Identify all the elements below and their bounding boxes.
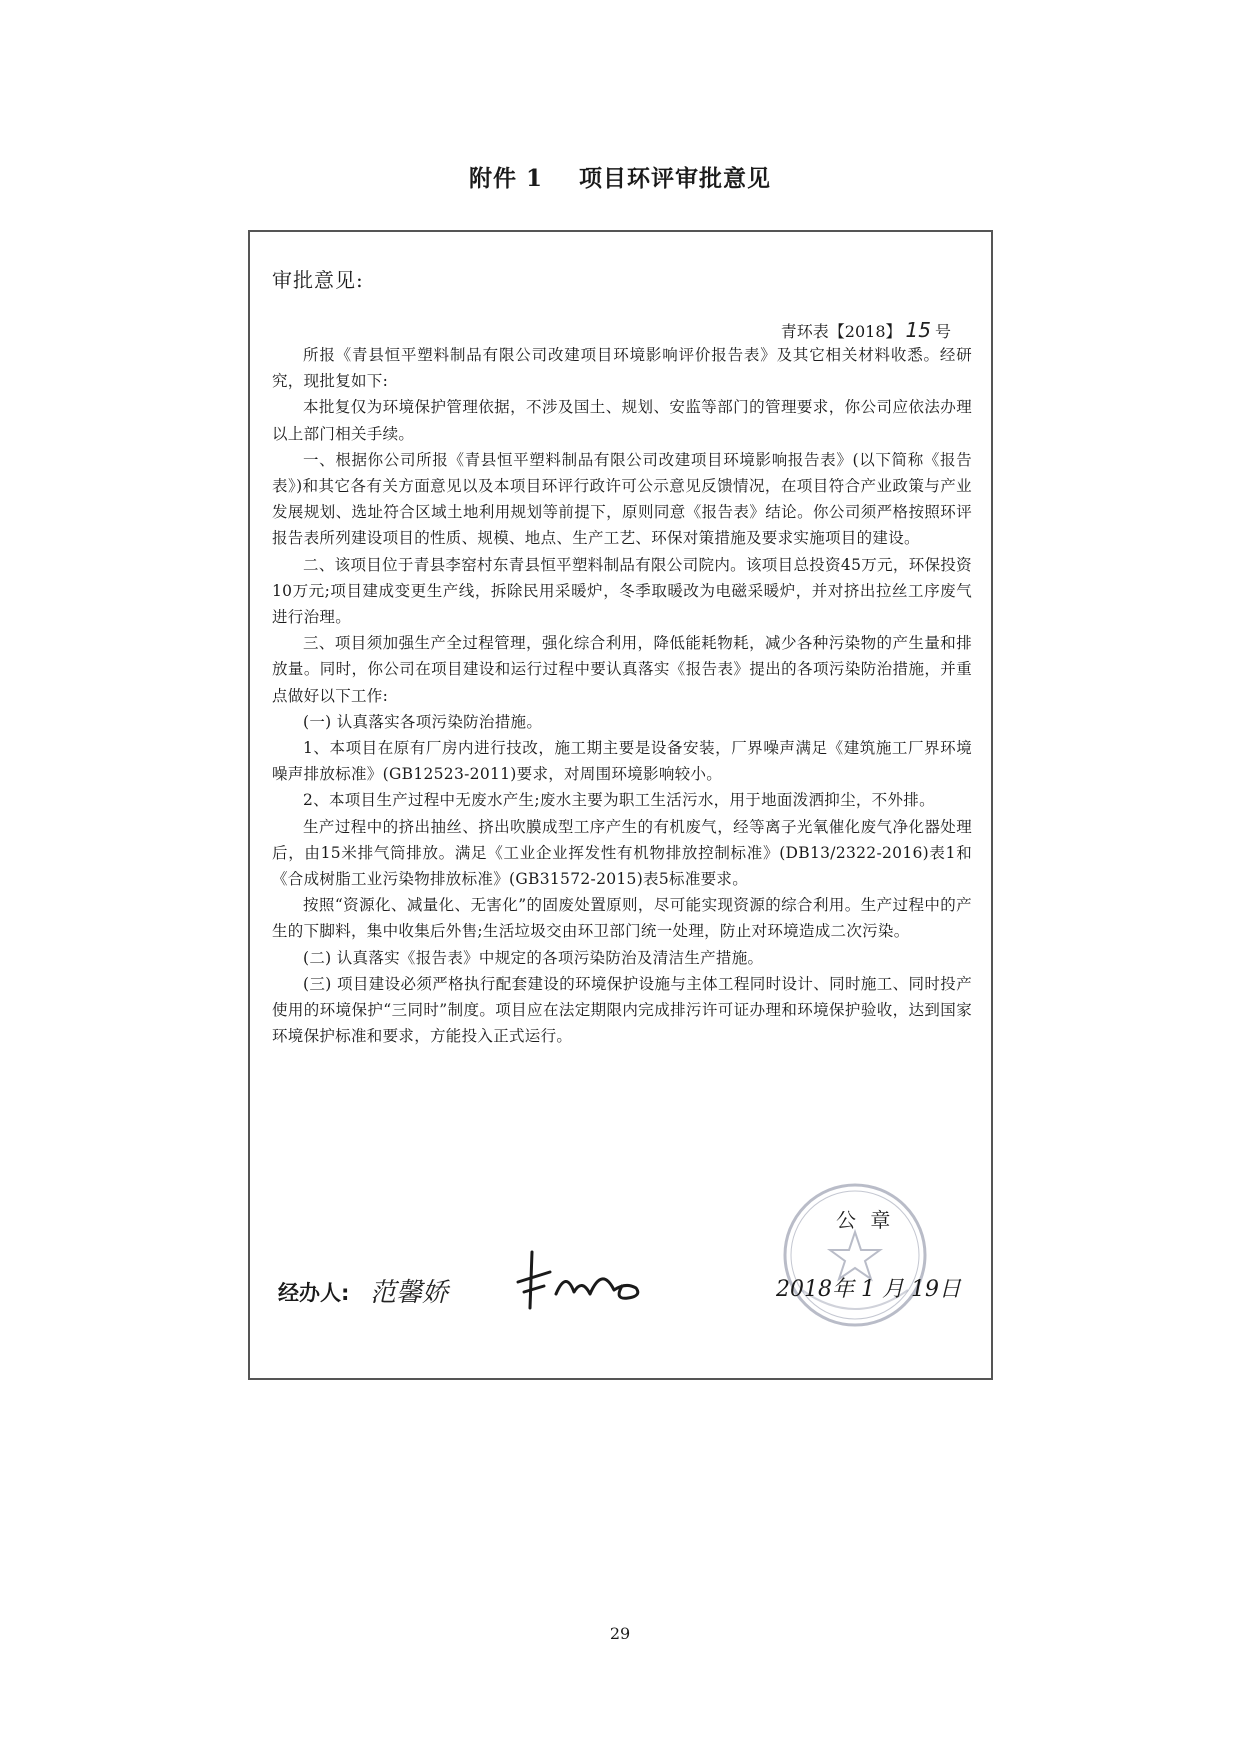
paragraph: 2、本项目生产过程中无废水产生;废水主要为职工生活污水，用于地面泼洒抑尘，不外排。 [303, 791, 935, 810]
document-number-suffix: 号 [934, 322, 951, 341]
attachment-name: 项目环评审批意见 [579, 165, 771, 192]
approver-signature-icon [510, 1242, 650, 1312]
page-number: 29 [609, 1624, 631, 1643]
paragraph: 本批复仅为环境保护管理依据，不涉及国土、规划、安监等部门的管理要求，你公司应依法办理以上部门相关手续。 [272, 398, 972, 443]
handler-signature: 范馨娇 [370, 1278, 449, 1308]
approval-body [272, 342, 972, 1049]
paragraph: (三) 项目建设必须严格执行配套建设的环境保护设施与主体工程同时设计、同时施工、同时投产使用的环境保护“三同时”制度。项目应在法定期限内完成排污许可证办理和环境保护验收，达到国家环境保护标准和要求，方能投入正式运行。 [272, 974, 972, 1046]
approval-box [248, 230, 993, 1380]
document-number-prefix: 青环表【2018】 [780, 322, 902, 341]
paragraph: 1、本项目在原有厂房内进行技改，施工期主要是设备安装，厂界噪声满足《建筑施工厂界环境噪声排放标准》(GB12523-2011)要求，对周围环境影响较小。 [272, 739, 972, 784]
official-seal-icon [780, 1180, 930, 1330]
paragraph: 二、该项目位于青县李窑村东青县恒平塑料制品有限公司院内。该项目总投资45万元，环保投资10万元;项目建成变更生产线，拆除民用采暖炉，冬季取暖改为电磁采暖炉，并对挤出拉丝工序废气进行治理。 [272, 555, 972, 627]
paragraph: 所报《青县恒平塑料制品有限公司改建项目环境影响评价报告表》及其它相关材料收悉。经研究，现批复如下: [272, 346, 972, 391]
paragraph: (一) 认真落实各项污染防治措施。 [303, 712, 543, 731]
handler-label: 经办人: [278, 1281, 350, 1305]
paragraph: 三、项目须加强生产全过程管理，强化综合利用，降低能耗物耗，减少各种污染物的产生量和排放量。同时，你公司在项目建设和运行过程中要认真落实《报告表》提出的各项污染防治措施，并重点做好以下工作: [272, 634, 972, 705]
document-number-value: 15 [905, 318, 931, 342]
approval-date: 2018年 1 月 19日 [776, 1277, 961, 1302]
paragraph: 生产过程中的挤出抽丝、挤出吹膜成型工序产生的有机废气，经等离子光氧催化废气净化器处理后，由15米排气筒排放。满足《工业企业挥发性有机物排放控制标准》(DB13/2322-2016)表1和《合成树脂工业污染物排放标准》(GB31572-2015)表5标准要求。 [272, 817, 972, 889]
seal-label: 公 章 [836, 1208, 895, 1232]
paragraph: 按照“资源化、减量化、无害化”的固废处置原则，尽可能实现资源的综合利用。生产过程中的产生的下脚料，集中收集后外售;生活垃圾交由环卫部门统一处理，防止对环境造成二次污染。 [272, 896, 972, 941]
attachment-label: 附件 1 [468, 165, 543, 192]
document-number [781, 318, 951, 342]
document-title [0, 160, 1240, 193]
paragraph: (二) 认真落实《报告表》中规定的各项污染防治及清洁生产措施。 [303, 948, 764, 967]
approval-heading: 审批意见: [272, 268, 364, 292]
paragraph: 一、根据你公司所报《青县恒平塑料制品有限公司改建项目环境影响报告表》(以下简称《报告表》)和其它各有关方面意见以及本项目环评行政许可公示意见反馈情况，在项目符合产业政策与产业发展规划、选址符合区域土地利用规划等前提下，原则同意《报告表》结论。你公司须严格按照环评报告表所列建设项目的性质、规模、地点、生产工艺、环保对策措施及要求实施项目的建设。 [272, 450, 972, 548]
